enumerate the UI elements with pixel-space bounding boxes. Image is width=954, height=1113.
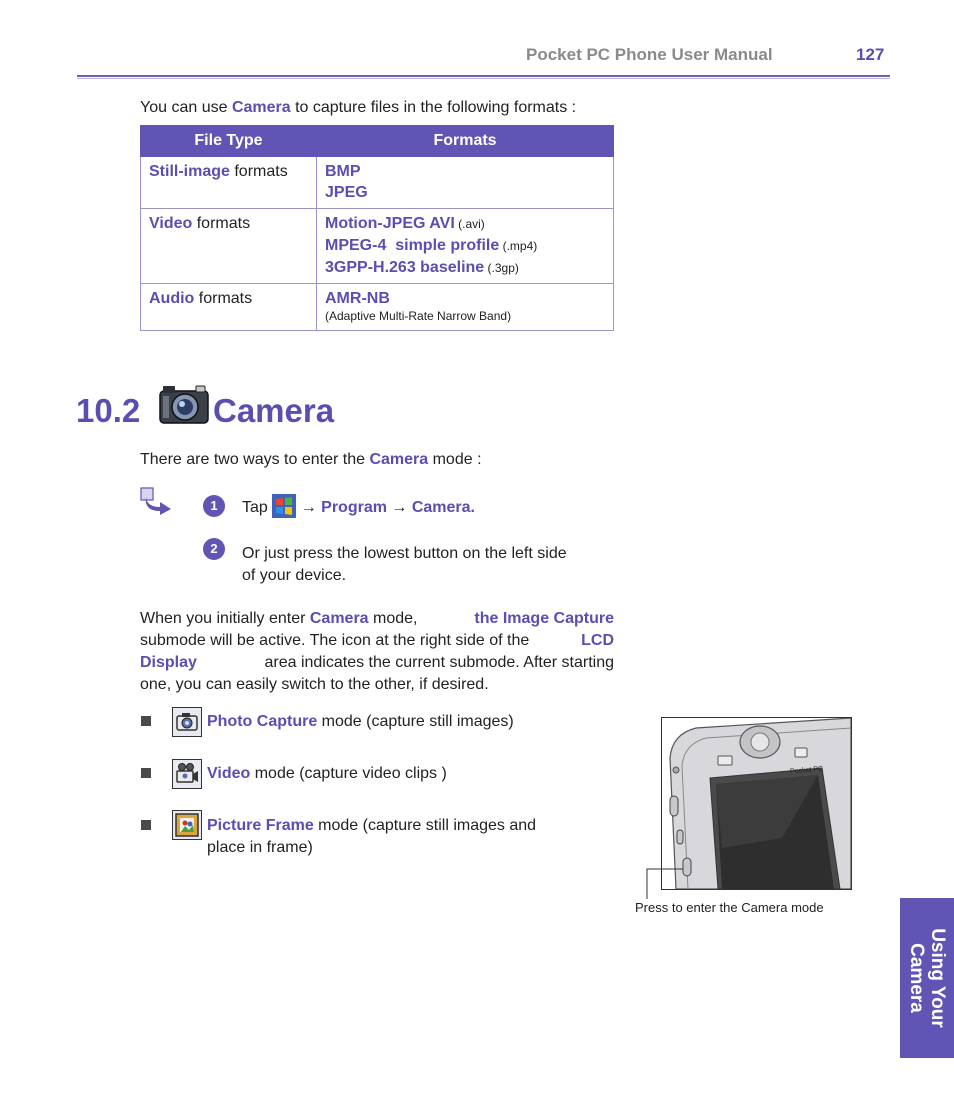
- picture-frame-icon: [172, 810, 202, 840]
- mode-photo-capture: Photo Capture mode (capture still images): [207, 713, 514, 730]
- chapter-side-tab-label: Using Your Camera: [906, 928, 948, 1028]
- ways-text: There are two ways to enter the Camera mode :: [140, 451, 482, 468]
- formats-cell: AMR-NB (Adaptive Multi-Rate Narrow Band): [317, 284, 614, 331]
- column-header-formats: Formats: [317, 126, 614, 157]
- photo-capture-icon: [172, 707, 202, 737]
- formats-table: [140, 125, 614, 331]
- procedure-arrow-icon: [140, 487, 174, 515]
- formats-cell: Motion-JPEG AVI (.avi) MPEG-4 simple profile (.mp4) 3GPP-H.263 baseline (.3gp): [317, 209, 614, 284]
- file-type-cell: Still-image formats: [141, 157, 317, 209]
- step-1-badge: 1: [203, 495, 225, 517]
- table-header-row: [141, 126, 614, 157]
- camera-icon: [158, 383, 210, 425]
- section-number: 10.2: [76, 392, 141, 429]
- bullet-square: [141, 716, 151, 726]
- windows-start-icon: [272, 494, 296, 518]
- table-row: [141, 209, 614, 284]
- header-divider: [77, 75, 890, 77]
- formats-cell: BMP JPEG: [317, 157, 614, 209]
- callout-line: [645, 863, 685, 899]
- bullet-square: [141, 820, 151, 830]
- intro-text: You can use Camera to capture files in the following formats :: [140, 99, 577, 116]
- device-illustration: [661, 717, 852, 890]
- header-divider-light: [77, 78, 890, 79]
- section-title: Camera: [213, 392, 335, 429]
- column-header-file-type: File Type: [141, 126, 317, 157]
- mode-picture-frame: Picture Frame mode (capture still images and place in frame): [207, 817, 537, 856]
- bullet-square: [141, 768, 151, 778]
- video-icon: [172, 759, 202, 789]
- table-row: [141, 284, 614, 331]
- step-2-badge: 2: [203, 538, 225, 560]
- device-caption: Press to enter the Camera mode: [635, 900, 824, 915]
- step-1-text: Tap → Program → Camera.: [242, 494, 475, 519]
- pocket-pc-device-image: [662, 718, 851, 889]
- device-brand-label: Pocket PC: [789, 765, 824, 776]
- page-number: 127: [856, 45, 885, 64]
- table-row: [141, 157, 614, 209]
- manual-title: Pocket PC Phone User Manual: [526, 45, 773, 64]
- file-type-cell: Audio formats: [141, 284, 317, 331]
- submode-paragraph: When you initially enter Camera mode, the Image Capture submode will be active. The icon at the right side of the LCD Display area indicates the current submode. After starting one, you can easily switch to the other, if desired.: [140, 610, 614, 693]
- mode-video: Video mode (capture video clips ): [207, 765, 447, 782]
- file-type-cell: Video formats: [141, 209, 317, 284]
- step-2-text: Or just press the lowest button on the left side of your device.: [242, 545, 567, 584]
